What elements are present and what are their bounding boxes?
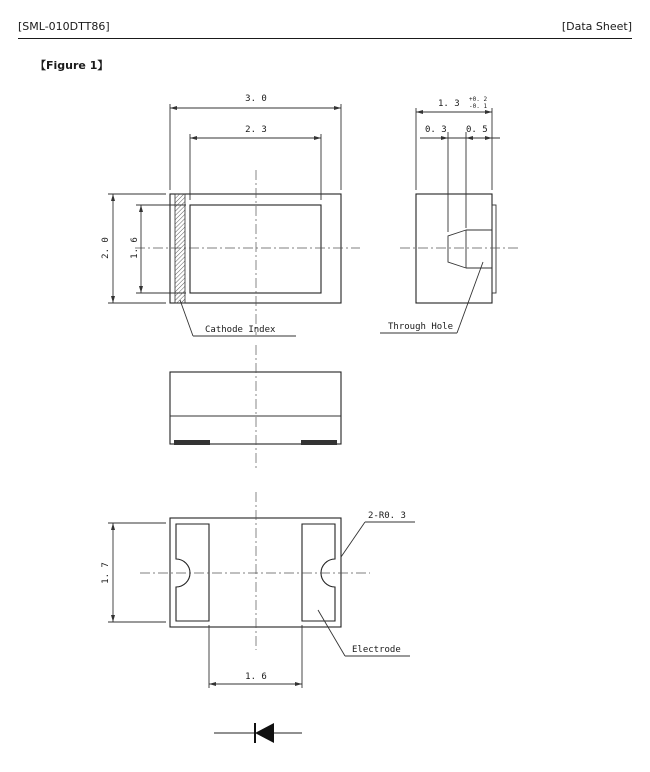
dim-bottom-height: 1. 7 xyxy=(101,562,111,584)
electrode-callout xyxy=(318,610,410,656)
dim-top-inner-length: 2. 3 xyxy=(245,125,267,135)
corner-radius-label: 2-R0. 3 xyxy=(368,511,406,521)
cathode-index-label: Cathode Index xyxy=(205,325,276,335)
top-view-dimensions xyxy=(101,94,341,303)
diode-polarity-icon xyxy=(214,723,302,743)
dim-top-inner-height: 1. 6 xyxy=(130,237,140,259)
through-hole-label: Through Hole xyxy=(388,322,454,332)
bottom-view xyxy=(140,492,370,650)
through-hole-callout xyxy=(380,262,483,333)
part-number: [SML-010DTT86] xyxy=(18,20,110,33)
dim-side-tol-plus: +0. 2 xyxy=(469,96,488,103)
dim-side-step-b: 0. 5 xyxy=(466,125,488,135)
top-view xyxy=(135,170,360,335)
cathode-index-callout xyxy=(180,300,296,336)
dim-side-tol-minus: -0. 1 xyxy=(469,103,488,110)
cathode-index-mark xyxy=(175,194,185,303)
document-type: [Data Sheet] xyxy=(561,20,632,33)
bottom-view-dimensions xyxy=(101,523,302,688)
dim-top-length: 3. 0 xyxy=(245,94,267,104)
front-view xyxy=(170,345,341,470)
side-view-dimensions xyxy=(416,96,500,232)
side-view xyxy=(400,194,520,303)
dim-side-thickness: 1. 3 xyxy=(438,99,460,109)
corner-radius-callout xyxy=(341,511,415,557)
dim-side-step-a: 0. 3 xyxy=(425,125,447,135)
figure-label: 【Figure 1】 xyxy=(35,59,109,72)
dim-bottom-gap: 1. 6 xyxy=(245,672,267,682)
dim-top-height: 2. 0 xyxy=(101,237,111,259)
electrode-label: Electrode xyxy=(352,645,401,655)
